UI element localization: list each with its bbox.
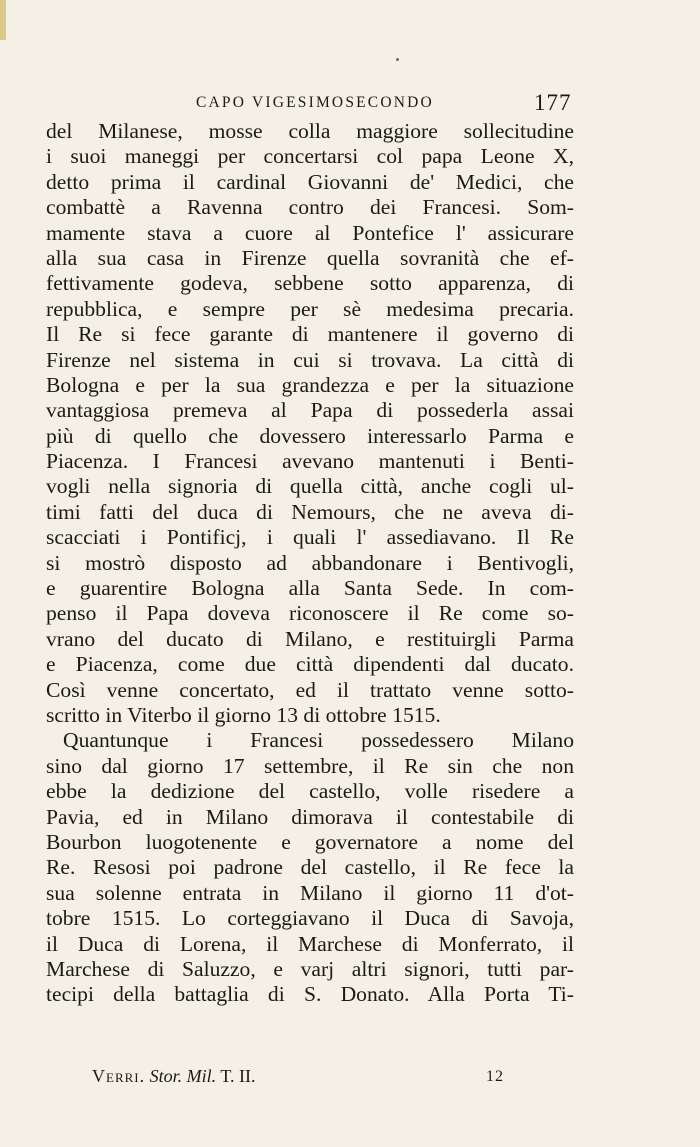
text-line: combattè a Ravenna contro dei Francesi. Som-	[46, 195, 574, 220]
text-line: più di quello che dovessero interessarlo Parma e	[46, 423, 574, 448]
text-line: e guarentire Bologna alla Santa Sede. In com-	[46, 576, 574, 601]
text-line: Firenze nel sistema in cui si trovava. La città di	[46, 347, 574, 372]
text-line: sino dal giorno 17 settembre, il Re sin che non	[46, 753, 574, 778]
text-line: Il Re si fece garante di mantenere il governo di	[46, 322, 574, 347]
text-line: del Milanese, mosse colla maggiore sollecitudine	[46, 119, 574, 143]
text-line: penso il Papa doveva riconoscere il Re come so-	[46, 601, 574, 626]
text-line: Bourbon luogotenente e governatore a nome del	[46, 829, 574, 854]
footer-citation	[92, 1066, 255, 1087]
text-line: fettivamente godeva, sebbene sotto apparenza, di	[46, 271, 574, 296]
text-line: il Duca di Lorena, il Marchese di Monferrato, il	[46, 931, 574, 956]
text-line: Piacenza. I Francesi avevano mantenuti i Benti-	[46, 449, 574, 474]
page-number: 177	[534, 90, 572, 115]
text-line: mamente stava a cuore al Pontefice l' assicurare	[46, 220, 574, 245]
text-line: tecipi della battaglia di S. Donato. Alla Porta Ti-	[46, 982, 574, 1007]
text-line: detto prima il cardinal Giovanni de' Medici, che	[46, 169, 574, 194]
running-title: CAPO VIGESIMOSECONDO	[196, 94, 434, 111]
text-line: Bologna e per la sua grandezza e per la situazione	[46, 372, 574, 397]
page-footer	[0, 1066, 700, 1096]
text-line: sua solenne entrata in Milano il giorno 11 d'ot-	[46, 880, 574, 905]
text-line: repubblica, e sempre per sè medesima precaria.	[46, 296, 574, 321]
text-line: scacciati i Pontificj, i quali l' assediavano. Il Re	[46, 525, 574, 550]
paragraph-start-line: Quantunque i Francesi possedessero Milano	[63, 728, 574, 753]
text-line: Così venne concertato, ed il trattato venne sotto-	[46, 677, 574, 702]
text-line: Pavia, ed in Milano dimorava il contestabile di	[46, 804, 574, 829]
text-line: timi fatti del duca di Nemours, che ne aveva di-	[46, 499, 574, 524]
footer-volume: T. II.	[220, 1066, 256, 1086]
page-edge-stain	[0, 0, 6, 40]
text-line: tobre 1515. Lo corteggiavano il Duca di Savoja,	[46, 906, 574, 931]
footer-author: Verri.	[92, 1066, 146, 1086]
text-line: Re. Resosi poi padrone del castello, il Re fece la	[46, 855, 574, 880]
text-line: e Piacenza, come due città dipendenti dal ducato.	[46, 652, 574, 677]
text-line: vrano del ducato di Milano, e restituirgli Parma	[46, 626, 574, 651]
signature-mark: 12	[486, 1068, 504, 1085]
text-line: Marchese di Saluzzo, e varj altri signori, tutti par-	[46, 956, 574, 981]
paragraph-end-line: scritto in Viterbo il giorno 13 di ottobre 1515.	[46, 702, 441, 727]
text-line: vantaggiosa premeva al Papa di possederla assai	[46, 398, 574, 423]
text-line: alla sua casa in Firenze quella sovranità che ef-	[46, 245, 574, 270]
text-line: si mostrò disposto ad abbandonare i Bentivogli,	[46, 550, 574, 575]
text-line: vogli nella signoria di quella città, anche cogli ul-	[46, 474, 574, 499]
paper-speck	[396, 58, 399, 61]
footer-work-title: Stor. Mil.	[149, 1066, 217, 1086]
running-head	[0, 90, 700, 120]
text-line: i suoi maneggi per concertarsi col papa Leone X,	[46, 144, 574, 169]
body-text	[46, 119, 574, 1008]
text-line: ebbe la dedizione del castello, volle risedere a	[46, 779, 574, 804]
